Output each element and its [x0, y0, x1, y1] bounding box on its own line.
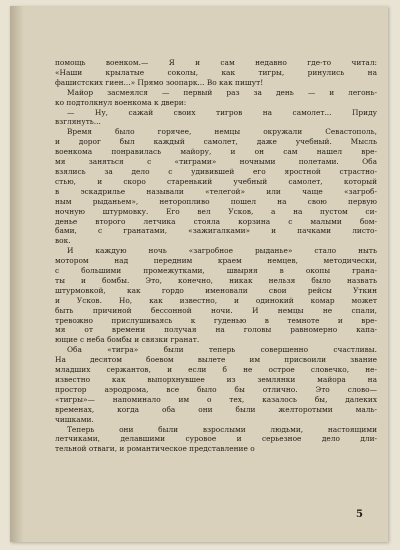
text-line: чишками.	[55, 414, 94, 424]
body-text	[55, 58, 377, 454]
text-line: мя заняться с «тиграми» ночными полетами. Оба	[55, 157, 377, 167]
text-line: и Усков. Но, как известно, и одинокий комар может	[55, 295, 377, 305]
text-line: мя от времени получая на головы равномерно капа-	[55, 325, 377, 335]
text-line: младших сержантов, и если б не острое словечко, не-	[55, 365, 377, 375]
paragraph	[55, 58, 377, 88]
page-number: 5	[356, 509, 363, 520]
paragraph	[55, 108, 377, 128]
text-line: военкома понравилась майору, и он сам нашел вре-	[55, 147, 377, 157]
text-line: быть причиной бессонной ночи. И немцы не спали,	[55, 305, 377, 315]
text-line: взглянуть...	[55, 117, 101, 127]
text-line: стью, и скоро старенький учебный самолет, который	[55, 176, 377, 186]
text-line: простор аэродрома, все было бы отлично. Это слово—	[55, 384, 377, 394]
text-line: Оба «тигра» были теперь совершенно счастливы.	[67, 345, 377, 355]
text-line: Майор засмеялся — первый раз за день — и легонь-	[67, 87, 377, 97]
text-line: — Ну, сажай своих тигров на самолет... Приду	[67, 107, 377, 117]
text-line: тельной отваги, и романтическое представление о	[55, 444, 255, 454]
text-line: тревожно прислушиваясь к гуденью в темноте и вре-	[55, 315, 377, 325]
text-line: ночную штурмовку. Его вел Усков, а на пустом си-	[55, 206, 377, 216]
paragraph	[55, 246, 377, 345]
text-line: И каждую ночь «загробное рыданье» стало ныть	[67, 246, 377, 256]
text-line: ты и бомбы. Это, конечно, никак нельзя было назвать	[55, 275, 377, 285]
text-line: денье второго летчика стояла корзина с малыми бом-	[55, 216, 377, 226]
text-line: штурмовкой, как гордо именовали свои рейсы Уткин	[55, 285, 377, 295]
text-line: мотором над передним краем немцев, методически,	[55, 256, 377, 266]
text-line: взялись за дело с удивившей его яростной страстно-	[55, 166, 377, 176]
text-line: бами, с гранатами, «зажигалками» и пачками листо-	[55, 226, 377, 236]
text-line: На десятом боевом вылете им присвоили звание	[55, 355, 377, 365]
text-line: известно как выпорхнувшее из землянки майора на	[55, 375, 377, 384]
text-line: помощь военком.— Я и сам недавно где-то читал:	[55, 58, 377, 67]
text-line: ным рыданьем», неторопливо пошел на свою первую	[55, 196, 377, 206]
text-line: и дорог был каждый самолет, даже учебный. Мысль	[55, 137, 377, 147]
text-line: ющие с неба бомбы и связки гранат.	[55, 335, 200, 345]
paragraph	[55, 425, 377, 455]
text-line: временах, когда оба они были желторотыми маль-	[55, 404, 377, 414]
text-line: в эскадрилье называли «телегой» или чаще «загроб-	[55, 186, 377, 196]
binding-shadow	[10, 6, 24, 542]
text-line: «тигры»— напоминало им о тех, казалось бы, далеких	[55, 394, 377, 404]
text-line: вок.	[55, 236, 71, 246]
text-line: ко подтолкнул военкома к двери:	[55, 97, 187, 107]
text-line: летчиками, делавшими суровое и серьезное дело дли-	[55, 434, 377, 444]
text-line: «Наши крылатые соколы, как тигры, ринулись на	[55, 67, 377, 77]
paragraph	[55, 88, 377, 108]
text-line: Время было горячее, немцы окружали Севастополь,	[67, 127, 377, 137]
paragraph	[55, 345, 377, 424]
text-line: с большими промежутками, швыряя в окопы грана-	[55, 266, 377, 276]
book-page	[10, 6, 388, 542]
text-line: Теперь они были взрослыми людьми, настоящими	[67, 424, 377, 434]
text-line: фашистских гиен...» Прямо зоопарк... Во как пишут!	[55, 77, 264, 87]
paragraph	[55, 127, 377, 246]
